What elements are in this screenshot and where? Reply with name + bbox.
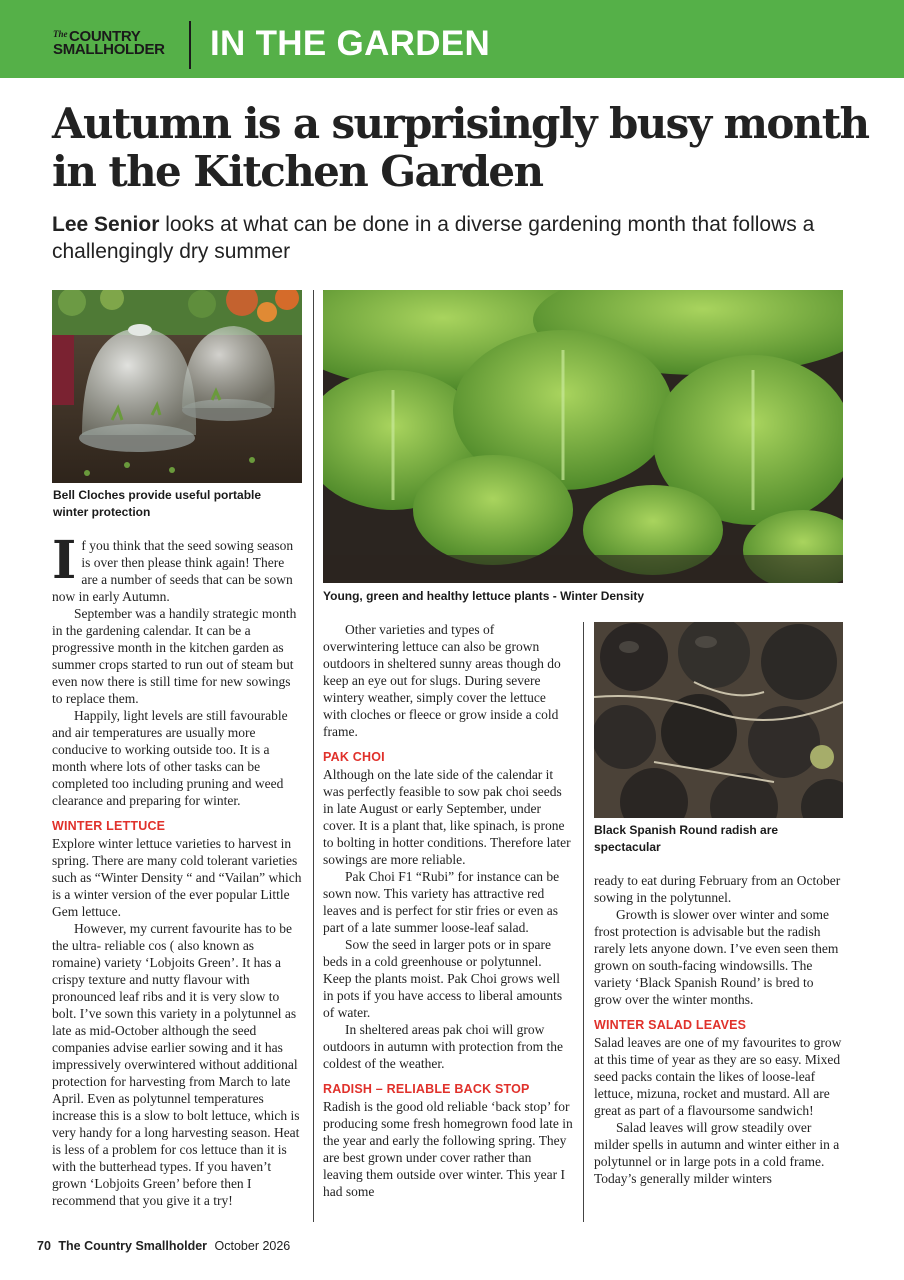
footer-issue-date: October 2026 [214,1239,291,1253]
standfirst-text: looks at what can be done in a diverse gardening month that follows a challengingly dry summer [52,213,815,263]
bell-cloches-photo [52,290,302,483]
magazine-logo[interactable] [53,30,165,56]
col1-para-1 [52,530,302,605]
col1-para-1-text: f you think that the seed sowing season is over then please think again! There are a number of seeds that can be sown now in early Autumn. [52,538,294,604]
footer-magazine-name: The Country Smallholder [58,1239,208,1253]
col2-para-3: Pak Choi F1 “Rubi” for instance can be sown now. This variety has attractive red leaves and is perfect for stir fries or even as part of a late summer loose-leaf salad. [323,869,560,935]
column-rule-2 [583,622,584,1222]
col1-para-5: However, my current favourite has to be the ultra- reliable cos ( also known as romaine) variety ‘Lobjoits Green’. It has a crispy texture and nutty flavour with pronounced leaf ribs and it is very slow to bolt. I’ve sown this variety in a polytunnel as late as mid-October although the seed companies advise earlier sowing and it has impressively overwintered without additional protection for harvesting from March to late April. Even as polytunnel temperatures increase this is a slow to bolt lettuce, which is very handy for a long harvesting season. Heat is less of a problem for cos lettuce than it is with the butterhead types. If you haven’t grown ‘Lobjoits Green’ before then I recommend that you give it a try! [52,921,300,1208]
column-rule-1 [313,290,314,1222]
col3-para-4: Salad leaves will grow steadily over milder spells in autumn and winter either in a polytunnel or in large pots in a cold frame. Today’s generally milder winters [594,1120,840,1186]
col3-para-1: ready to eat during February from an October sowing in the polytunnel. [594,873,841,905]
article-headline: Autumn is a surprisingly busy month in the Kitchen Garden [52,99,869,196]
header-divider [189,21,191,69]
col1-para-3: Happily, light levels are still favourable and air temperatures are usually more conducive to working outside too. It is a month where lots of other tasks can be completed too including pruning and weed clearance and preparing for winter. [52,708,288,808]
radish-image [594,622,843,818]
col2-para-1: Other varieties and types of overwintering lettuce can also be grown outdoors in sheltered sunny areas though do keep an eye out for slugs. During severe wintery weather, simply cover the lettuce with cloches or fleece or grow inside a cold frame. [323,622,561,739]
author-name: Lee Senior [52,213,160,236]
article-standfirst [52,211,852,265]
bell-cloches-image [52,290,302,483]
page-number: 70 [37,1239,51,1253]
col3-para-3: Salad leaves are one of my favourites to grow at this time of year as they are so easy. Mixed seed packs contain the likes of loose-leaf lettuce, mizuna, rocket and mustard. All are great as part of a flavoursome sandwich! [594,1035,842,1118]
heading-winter-lettuce: WINTER LETTUCE [52,819,166,833]
heading-pak-choi: PAK CHOI [323,750,385,764]
heading-winter-salad-leaves: WINTER SALAD LEAVES [594,1018,747,1032]
article-column-3 [594,872,843,1187]
caption-lettuce: Young, green and healthy lettuce plants - Winter Density [323,589,645,603]
logo-the: The [53,29,68,39]
black-radish-photo [594,622,843,818]
col2-para-6: Radish is the good old reliable ‘back stop’ for producing some fresh homegrown food late in the year and early the following spring. They are best grown under cover rather than leaving them outside over winter. This year I had some [323,1099,573,1199]
lettuce-plants-photo [323,290,843,583]
logo-line-2: SMALLHOLDER [53,41,165,58]
heading-radish: RADISH – RELIABLE BACK STOP [323,1082,530,1096]
article-column-2 [323,621,573,1200]
section-title: IN THE GARDEN [210,24,491,63]
col2-para-5: In sheltered areas pak choi will grow outdoors in autumn with protection from the coldest of the weather. [323,1022,563,1071]
caption-cloches: Bell Cloches provide useful portable winter protection [53,488,262,519]
logo-line-1: COUNTRY [69,28,141,45]
col3-para-2: Growth is slower over winter and some frost protection is advisable but the radish rarely lets anyone down. I’ve even seen them grown on south-facing windowsills. The variety ‘Black Spanish Round’ is bred to grow over the winter months. [594,907,839,1007]
drop-cap: I [52,530,77,591]
col2-para-2: Although on the late side of the calendar it was perfectly feasible to sow pak choi seeds in late August or early September, under cover. It is a plant that, like spinach, is prone to bolting in hotter conditions. Therefore later sowings are more reliable. [323,767,571,867]
lettuce-image [323,290,843,583]
col1-para-2: September was a handily strategic month in the gardening calendar. It can be a progressive month in the kitchen garden as summer crops started to run out of steam but even now there is still time for new sowings to replace them. [52,606,297,706]
caption-radish: Black Spanish Round radish are spectacular [594,823,779,854]
article-column-1 [52,530,302,1209]
page-footer [37,1239,290,1253]
col1-para-4: Explore winter lettuce varieties to harvest in spring. There are many cold tolerant varieties such as “Winter Density “ and “Vailan” which is a winter version of the ever popular Little Gem lettuce. [52,836,302,919]
col2-para-4: Sow the seed in larger pots or in spare beds in a cold greenhouse or polytunnel. Keep the plants moist. Pak Choi grows well in pots if you have access to liberal amounts of water. [323,937,563,1020]
section-header-bar [0,0,904,78]
